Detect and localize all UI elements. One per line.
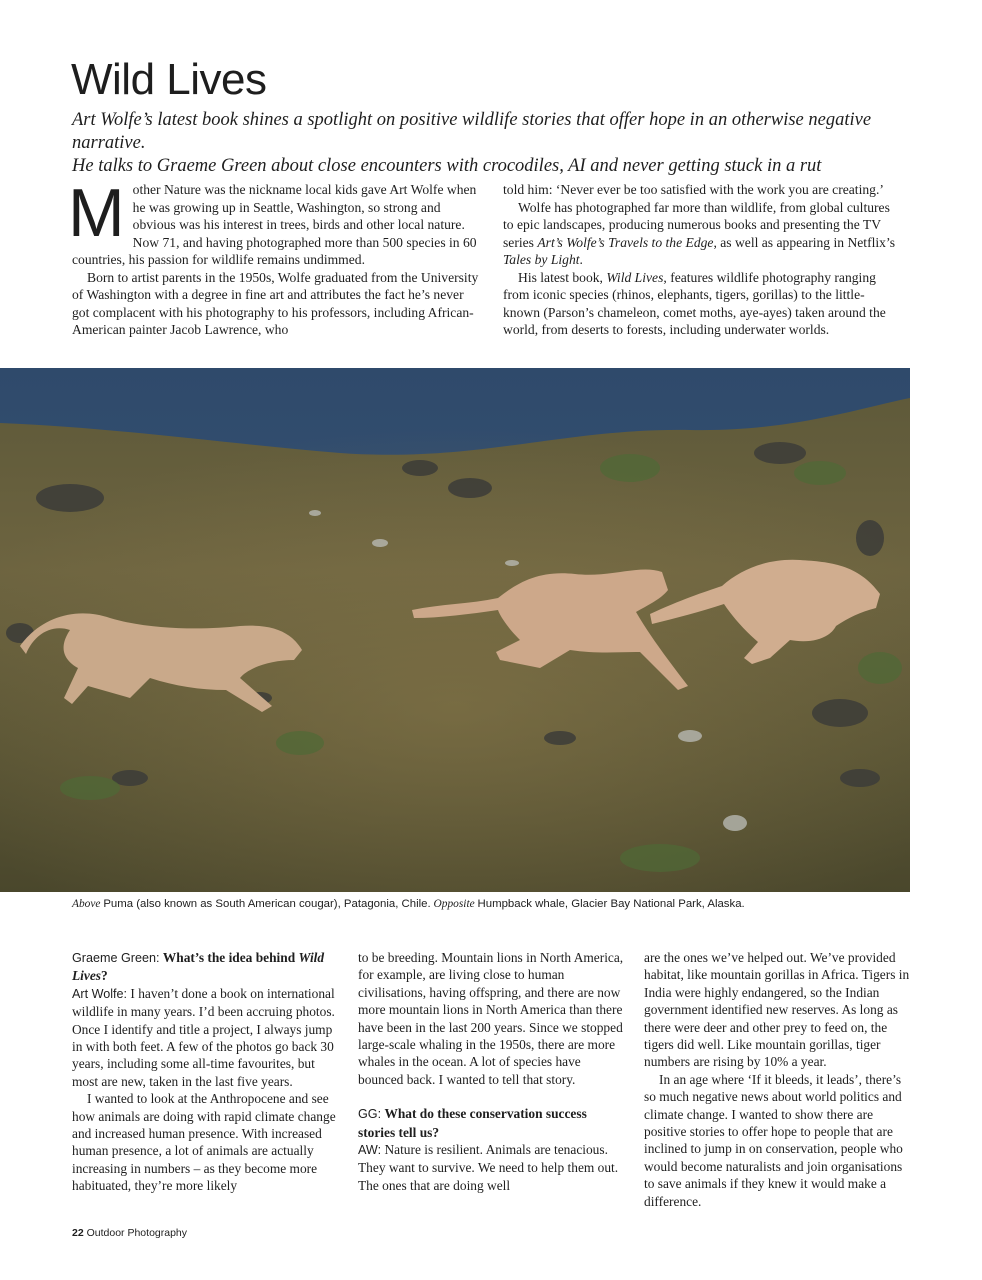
standfirst [72,109,932,178]
caption-text-opposite: Humpback whale, Glacier Bay National Park, Alaska. [477,898,745,910]
answer-paragraph: are the ones we’ve helped out. We’ve provided habitat, like mountain gorillas in Africa. Tigers in India were highly endangered, so the Indian government identified new reserves. As long as there were deer and other prey to feed on, the tigers did well. Like mountain gorillas, tiger numbers are rising by 10% a year. [644,950,910,1070]
answer [358,1141,624,1194]
book-title: Wild Lives [606,269,664,285]
tv-series-title: Art’s Wolfe’s Travels to the Edge [537,234,714,250]
drop-cap: M [68,175,125,251]
question-text: What do these conservation success stories tell us? [358,1106,587,1140]
answer-paragraph: I wanted to look at the Anthropocene and see how animals are doing with rapid climate change and increased human presence. With increased human presence, a lot of animals are actually increasing in numbers – as they become more habituated, they’re more likely [72,1091,336,1194]
answer-text: I haven’t done a book on international wildlife in many years. I’d been accruing photos. Once I identify and title a project, I always jump in with both feet. A few of the photos go back 30 years, including some all-time favourites, but most are new, taken in the last five years. [72,985,335,1089]
text-run: Wolfe has photographed far more than wildlife, from global cultures to epic landscapes, producing numerous books and presenting the TV series [503,199,890,250]
intro-paragraph [68,175,480,269]
interview-column-2 [358,949,624,1194]
answer [72,985,338,1090]
intro-column-left [68,175,480,339]
text-run: , features wildlife photography ranging from iconic species (rhinos, elephants, tigers, gorillas) to the little-known (Parson’s chameleon, comet moths, aye-ayes) taken around the world, from deserts to forests, including underwater worlds. [503,269,886,337]
article-title: Wild Lives [71,55,267,104]
text-run: ? [101,968,108,984]
speaker-label: AW: [358,1143,382,1158]
question [72,949,338,985]
interview-column-1 [72,949,338,1195]
caption-text-above: Puma (also known as South American cougar), Patagonia, Chile. [103,898,431,910]
intro-paragraph: Born to artist parents in the 1950s, Wolfe graduated from the University of Washington with a degree in fine art and attributes the fact he’s never got complacent with his photography to his professors, including African-American painter Jacob Lawrence, who [72,269,479,337]
caption-label-above: Above [72,898,101,910]
question [358,1105,624,1141]
speaker-label: Graeme Green: [72,951,160,965]
intro-paragraph: told him: ‘Never ever be too satisfied with the work you are creating.’ [503,182,884,197]
intro-column-right [503,181,898,339]
speaker-label: Art Wolfe: [72,986,128,1001]
standfirst-line: Art Wolfe’s latest book shines a spotlight on positive wildlife stories that offer hope in an otherwise negative narrative. [72,110,872,153]
magazine-name: Outdoor Photography [86,1227,188,1239]
intro-paragraph [503,269,898,339]
interview-column-3 [644,949,910,1210]
netflix-show-title: Tales by Light [503,252,580,267]
intro-paragraph-text: other Nature was the nickname local kids gave Art Wolfe when he was growing up in Seattle, Washington, so strong and obvious was his interest in trees, birds and other local nature. Now 71, and having photographed more than 500 species in 60 countries, his passion for wildlife remains undimmed. [72,182,477,267]
text-run: , as well as appearing in Netflix’s [713,234,896,250]
speaker-label: GG: [358,1107,382,1122]
photo-caption [72,898,745,910]
intro-paragraph [503,199,898,269]
caption-label-opposite: Opposite [433,898,475,910]
text-run: His latest book, [518,269,607,285]
answer-paragraph: to be breeding. Mountain lions in North America, for example, are living close to human civilisations, having offspring, and there are now more mountain lions in North America than there have been in the last 200 years. Since we stopped large-scale whaling in the 1950s, there are more whales in the ocean. A lot of species have bounced back. I wanted to tell that story. [358,950,624,1087]
answer-text: Nature is resilient. Animals are tenacious. They want to survive. We need to help them out. The ones that are doing well [358,1142,619,1193]
page-number: 22 [72,1227,84,1239]
book-title: Wild Lives [72,950,325,984]
answer-paragraph: In an age where ‘If it bleeds, it leads’, there’s so much negative news about world politics and climate change. I wanted to show there are positive stories to offer hope to people that are inclined to jump in on conservation, people who would become naturalists and join organisations to save animals if they knew it would make a difference. [644,1071,903,1209]
text-run: . [579,252,583,267]
standfirst-line: He talks to Graeme Green about close encounters with crocodiles, AI and never getting stuck in a rut [72,156,822,176]
puma-photograph [0,368,910,892]
page-footer [72,1227,187,1239]
question-text: What’s the idea behind [162,950,296,965]
